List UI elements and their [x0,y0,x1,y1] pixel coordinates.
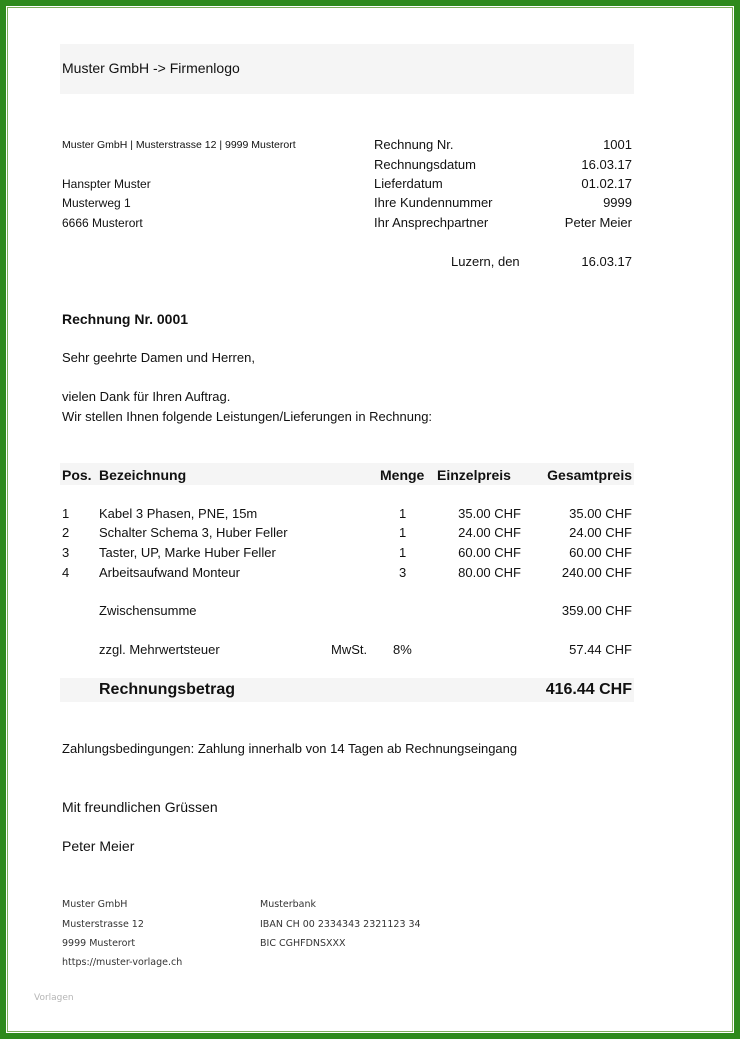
greeting: Sehr geehrte Damen und Herren, [62,350,255,365]
place-date-value: 16.03.17 [581,254,632,269]
payment-terms: Zahlungsbedingungen: Zahlung innerhalb von 14 Tagen ab Rechnungseingang [62,741,518,756]
footer-bank-name: Musterbank [260,899,317,910]
vat-label: zzgl. Mehrwertsteuer [99,642,220,657]
meta-label-delivery-date: Lieferdatum [374,176,443,191]
row-4-description: Arbeitsaufwand Monteur [99,565,240,580]
vat-rate: 8% [393,642,412,657]
footer-company-street: Musterstrasse 12 [62,919,144,930]
footer-company-name: Muster GmbH [62,899,128,910]
row-2-total-price: 24.00 CHF [569,525,632,540]
col-header-pos: Pos. [62,467,92,483]
row-3-quantity: 1 [399,545,407,560]
row-2-quantity: 1 [399,525,407,540]
recipient-name: Hanspter Muster [62,177,151,191]
row-4-total-price: 240.00 CHF [561,565,632,580]
recipient-street: Musterweg 1 [62,196,131,210]
meta-value-contact: Peter Meier [564,215,632,230]
meta-label-customer-number: Ihre Kundennummer [374,195,493,210]
row-3-total-price: 60.00 CHF [569,545,632,560]
grand-total-label: Rechnungsbetrag [99,681,236,698]
footer-company-website[interactable]: https://muster-vorlage.ch [62,957,183,968]
col-header-description: Bezeichnung [99,467,187,483]
meta-value-invoice-number: 1001 [603,137,632,152]
logo-text: Muster GmbH -> Firmenlogo [62,60,240,76]
row-2-pos: 2 [62,525,70,540]
meta-value-customer-number: 9999 [603,195,632,210]
row-4-unit-price: 80.00 CHF [458,565,521,580]
row-3-pos: 3 [62,545,70,560]
meta-value-delivery-date: 01.02.17 [581,176,632,191]
row-1-quantity: 1 [399,506,407,521]
row-2-description: Schalter Schema 3, Huber Feller [99,525,288,540]
row-1-pos: 1 [62,506,70,521]
intro-line-2: Wir stellen Ihnen folgende Leistungen/Lieferungen in Rechnung: [62,409,433,424]
meta-label-contact: Ihr Ansprechpartner [374,215,489,230]
place-date-label: Luzern, den [451,254,520,269]
subtotal-value: 359.00 CHF [561,603,632,618]
row-1-total-price: 35.00 CHF [569,506,632,521]
footer-bank-iban: IBAN CH 00 2334343 2321123 34 [260,919,421,930]
closing: Mit freundlichen Grüssen [62,799,218,815]
col-header-total-price: Gesamtpreis [547,467,632,483]
meta-value-invoice-date: 16.03.17 [581,157,632,172]
intro-line-1: vielen Dank für Ihren Auftrag. [62,389,231,404]
row-2-unit-price: 24.00 CHF [458,525,521,540]
meta-label-invoice-number: Rechnung Nr. [374,137,454,152]
col-header-unit-price: Einzelpreis [437,467,511,483]
signature-name: Peter Meier [62,838,135,854]
footer-bank-bic: BIC CGHFDNSXXX [260,938,346,949]
subtotal-label: Zwischensumme [99,603,197,618]
grand-total-value: 416.44 CHF [545,681,632,698]
recipient-city: 6666 Musterort [62,216,143,230]
watermark: Vorlagen [34,993,74,1003]
row-1-description: Kabel 3 Phasen, PNE, 15m [99,506,258,521]
sender-line: Muster GmbH | Musterstrasse 12 | 9999 Musterort [62,139,296,151]
invoice-title: Rechnung Nr. 0001 [62,311,189,327]
meta-label-invoice-date: Rechnungsdatum [374,157,476,172]
row-3-description: Taster, UP, Marke Huber Feller [99,545,276,560]
footer-company-city: 9999 Musterort [62,938,136,949]
vat-value: 57.44 CHF [569,642,632,657]
row-3-unit-price: 60.00 CHF [458,545,521,560]
vat-abbreviation: MwSt. [331,642,368,657]
row-1-unit-price: 35.00 CHF [458,506,521,521]
col-header-quantity: Menge [380,467,425,483]
row-4-pos: 4 [62,565,70,580]
row-4-quantity: 3 [399,565,407,580]
